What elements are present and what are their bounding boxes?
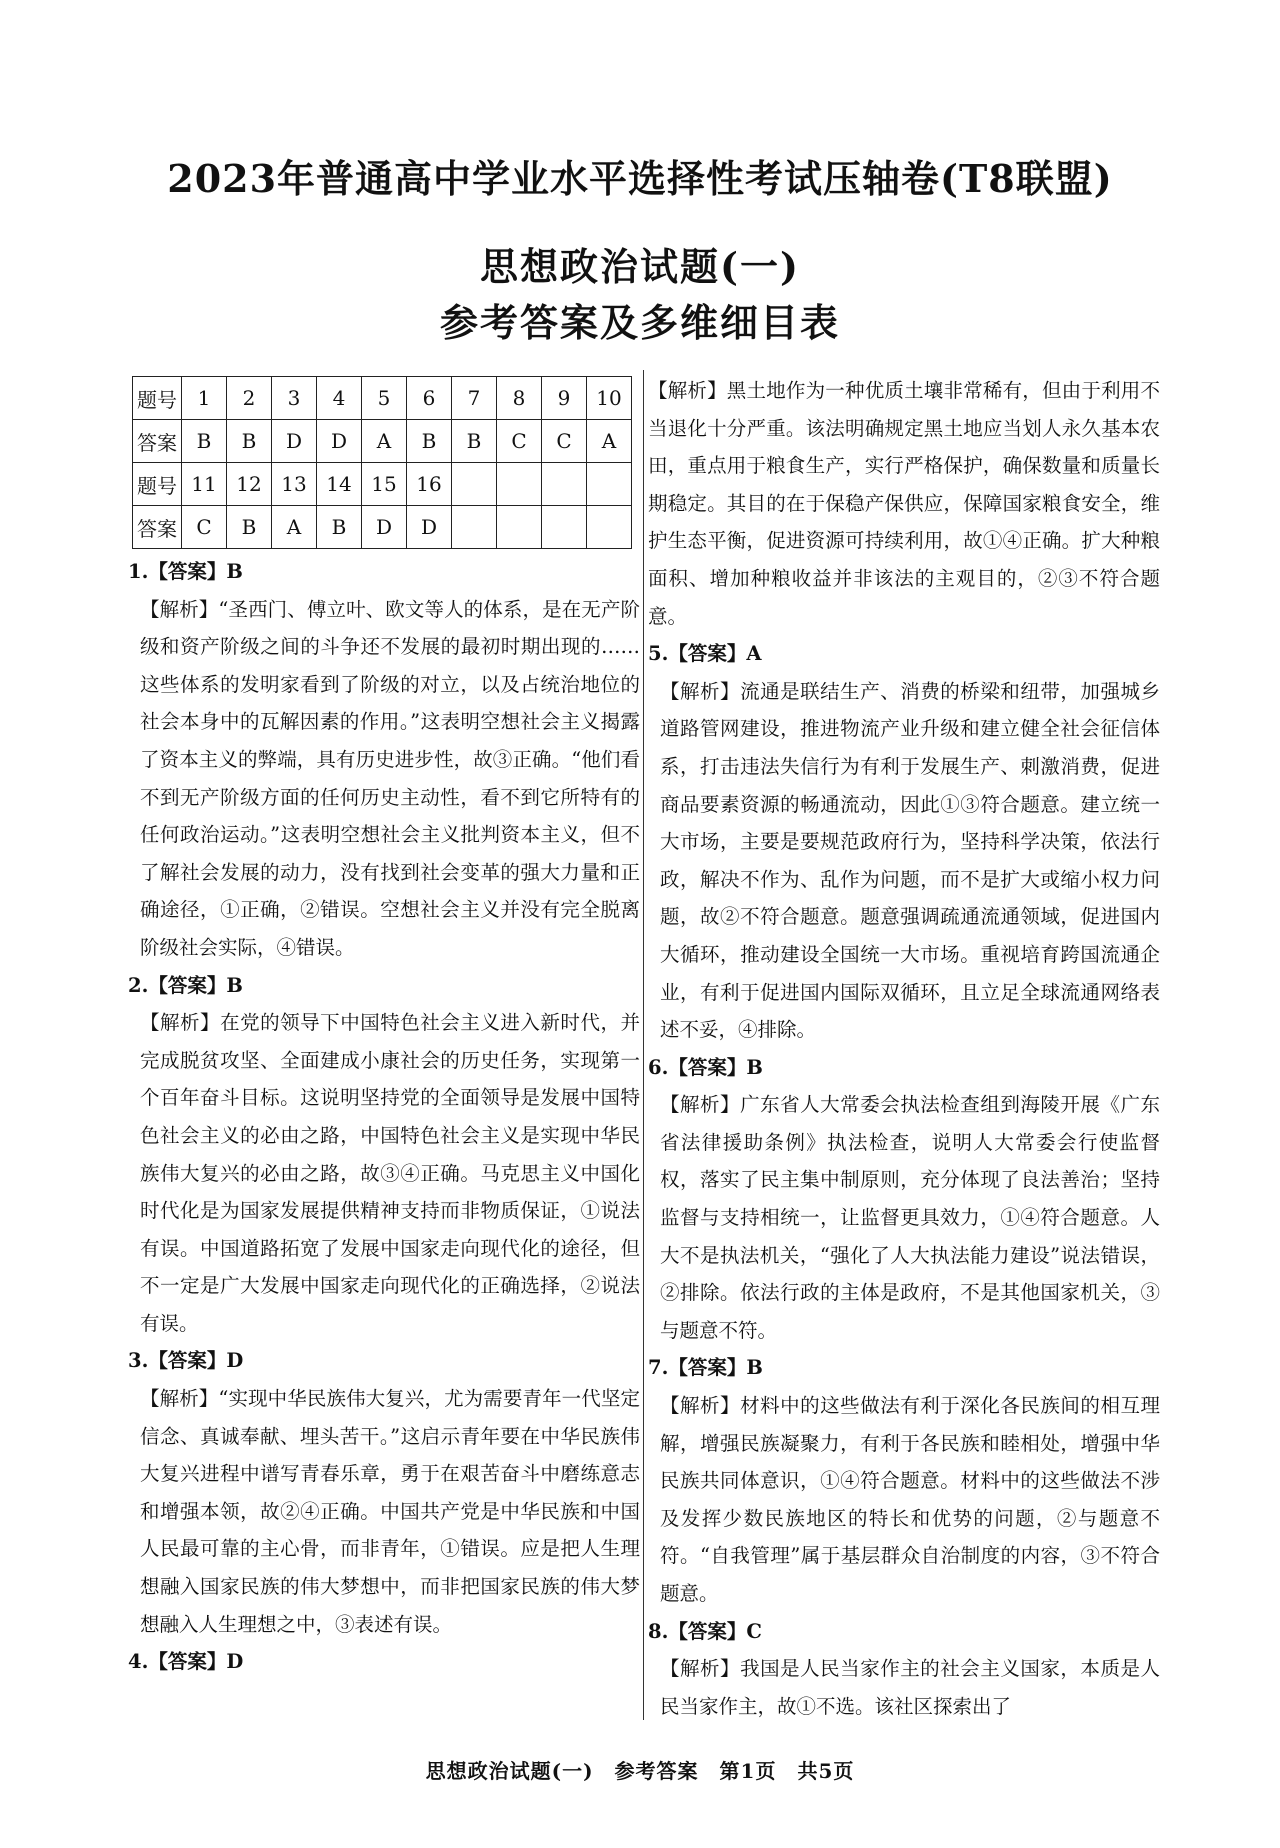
answer-explanation: 【解析】在党的领导下中国特色社会主义进入新时代，并完成脱贫攻坚、全面建成小康社会的历史任务，实现第一个百年奋斗目标。这说明坚持党的全面领导是发展中国特色社会主义的必由之路，中国特色社会主义是实现中华民族伟大复兴的必由之路，故③④正确。马克思主义中国化时代化是为国家发展提供精神支持而非物质保证，①说法有误。中国道路拓宽了发展中国家走向现代化的途径，但不一定是广大发展中国家走向现代化的正确选择，②说法有误。 [140, 1011, 640, 1335]
table-cell: B [227, 506, 272, 549]
table-cell: 15 [362, 463, 407, 506]
answer-block [128, 553, 640, 967]
answer-heading: 2.【答案】B [128, 973, 243, 997]
table-row [133, 377, 632, 420]
table-cell [452, 506, 497, 549]
answer-block [128, 1643, 640, 1681]
table-cell [452, 463, 497, 506]
table-cell: C [182, 506, 227, 549]
table-cell: 7 [452, 377, 497, 420]
answer-heading: 7.【答案】B [648, 1356, 763, 1380]
table-row-label: 答案 [133, 420, 182, 463]
table-cell [497, 506, 542, 549]
table-cell: 2 [227, 377, 272, 420]
answer-block [648, 635, 1160, 1049]
table-cell: 11 [182, 463, 227, 506]
table-row [133, 506, 632, 549]
table-cell [587, 506, 632, 549]
doc-title: 2023年普通高中学业水平选择性考试压轴卷(T8联盟) [167, 156, 1113, 201]
table-cell: C [497, 420, 542, 463]
table-row [133, 420, 632, 463]
answer-block [648, 1049, 1160, 1350]
answer-block [648, 1613, 1160, 1726]
table-cell: B [182, 420, 227, 463]
answer-heading: 1.【答案】B [128, 560, 243, 583]
table-cell: 16 [407, 463, 452, 506]
answer-heading: 3.【答案】D [128, 1349, 244, 1373]
table-cell: 4 [317, 377, 362, 420]
answer-explanation: 【解析】“圣西门、傅立叶、欧文等人的体系，是在无产阶级和资产阶级之间的斗争还不发展的最初时期出现的……这些体系的发明家看到了阶级的对立，以及占统治地位的社会本身中的瓦解因素的作用。”这表明空想社会主义揭露了资本主义的弊端，具有历史进步性，故③正确。“他们看不到无产阶级方面的任何历史主动性，看不到它所特有的任何政治运动。”这表明空想社会主义批判资本主义，但不了解社会发展的动力，没有找到社会变革的强大力量和正确途径，①正确，②错误。空想社会主义并没有完全脱离阶级社会实际，④错误。 [140, 597, 640, 959]
table-cell: D [362, 506, 407, 549]
answer-block [648, 1349, 1160, 1612]
table-cell: 10 [587, 377, 632, 420]
answer-explanation: 【解析】“实现中华民族伟大复兴，尤为需要青年一代坚定信念、真诚奉献、埋头苦干。”这启示青年要在中华民族伟大复兴进程中谱写青春乐章，勇于在艰苦奋斗中磨练意志和增强本领，故②④正确。中国共产党是中华民族和中国人民最可靠的主心骨，而非青年，①错误。应是把人生理想融入国家民族的伟大梦想中，而非把国家民族的伟大梦想融入人生理想之中，③表述有误。 [140, 1387, 640, 1636]
answer-heading: 8.【答案】C [648, 1619, 762, 1643]
table-cell: A [362, 420, 407, 463]
table-row [133, 463, 632, 506]
table-row-label: 题号 [133, 463, 182, 506]
right-column [648, 372, 1160, 1725]
table-cell: 3 [272, 377, 317, 420]
table-cell: A [587, 420, 632, 463]
table-cell: B [227, 420, 272, 463]
answer-explanation: 【解析】广东省人大常委会执法检查组到海陵开展《广东省法律援助条例》执法检查，说明人大常委会行使监督权，落实了民主集中制原则，充分体现了良法善治；坚持监督与支持相统一，让监督更具效力，①④符合题意。人大不是执法机关，“强化了人大执法能力建设”说法错误，②排除。依法行政的主体是政府，不是其他国家机关，③与题意不符。 [660, 1093, 1160, 1342]
table-cell: 13 [272, 463, 317, 506]
answer-explanation: 【解析】材料中的这些做法有利于深化各民族间的相互理解，增强民族凝聚力，有利于各民族和睦相处，增强中华民族共同体意识，①④符合题意。材料中的这些做法不涉及发挥少数民族地区的特长和优势的问题，②与题意不符。“自我管理”属于基层群众自治制度的内容，③不符合题意。 [660, 1394, 1160, 1605]
table-row-label: 题号 [133, 377, 182, 420]
column-divider [643, 370, 644, 1720]
table-cell: 12 [227, 463, 272, 506]
table-cell: 6 [407, 377, 452, 420]
answer-table [132, 376, 632, 549]
table-cell: D [317, 420, 362, 463]
table-cell: B [317, 506, 362, 549]
answer-explanation: 【解析】黑土地作为一种优质土壤非常稀有，但由于利用不当退化十分严重。该法明确规定黑土地应当划人永久基本农田，重点用于粮食生产，实行严格保护，确保数量和质量长期稳定。其目的在于保稳产保供应，保障国家粮食安全，维护生态平衡，促进资源可持续利用，故①④正确。扩大种粮面积、增加种粮收益并非该法的主观目的，②③不符合题意。 [648, 379, 1160, 628]
answer-heading: 6.【答案】B [648, 1055, 763, 1079]
table-cell: 8 [497, 377, 542, 420]
table-cell: 14 [317, 463, 362, 506]
table-cell [542, 463, 587, 506]
table-cell: 9 [542, 377, 587, 420]
left-answers [128, 553, 640, 1681]
answer-explanation: 【解析】流通是联结生产、消费的桥梁和纽带，加强城乡道路管网建设，推进物流产业升级和建立健全社会征信体系，打击违法失信行为有利于发展生产、刺激消费，促进商品要素资源的畅通流动，因此①③符合题意。建立统一大市场，主要是要规范政府行为，坚持科学决策，依法行政，解决不作为、乱作为问题，而不是扩大或缩小权力问题，故②不符合题意。题意强调疏通流通领域，促进国内大循环，推动建设全国统一大市场。重视培育跨国流通企业，有利于促进国内国际双循环，且立足全球流通网络表述不妥，④排除。 [660, 679, 1160, 1042]
table-cell [542, 506, 587, 549]
answer-heading: 4.【答案】D [128, 1650, 244, 1674]
table-cell: A [272, 506, 317, 549]
doc-subtitle: 思想政治试题(一) [480, 244, 800, 289]
answer-block [128, 967, 640, 1343]
table-row-label: 答案 [133, 506, 182, 549]
page-footer: 思想政治试题(一) 参考答案 第1页 共5页 [425, 1759, 855, 1783]
table-cell: 5 [362, 377, 407, 420]
table-cell: D [407, 506, 452, 549]
table-cell [587, 463, 632, 506]
table-cell: 1 [182, 377, 227, 420]
table-cell: B [407, 420, 452, 463]
doc-subtitle-2: 参考答案及多维细目表 [439, 300, 840, 345]
left-column [128, 376, 640, 1681]
table-cell: C [542, 420, 587, 463]
table-cell: B [452, 420, 497, 463]
table-cell: D [272, 420, 317, 463]
answer-heading: 5.【答案】A [648, 642, 762, 666]
answer-explanation: 【解析】我国是人民当家作主的社会主义国家，本质是人民当家作主，故①不选。该社区探索出了 [660, 1657, 1160, 1718]
answer-block [128, 1342, 640, 1643]
answer-block [648, 372, 1160, 635]
table-cell [497, 463, 542, 506]
